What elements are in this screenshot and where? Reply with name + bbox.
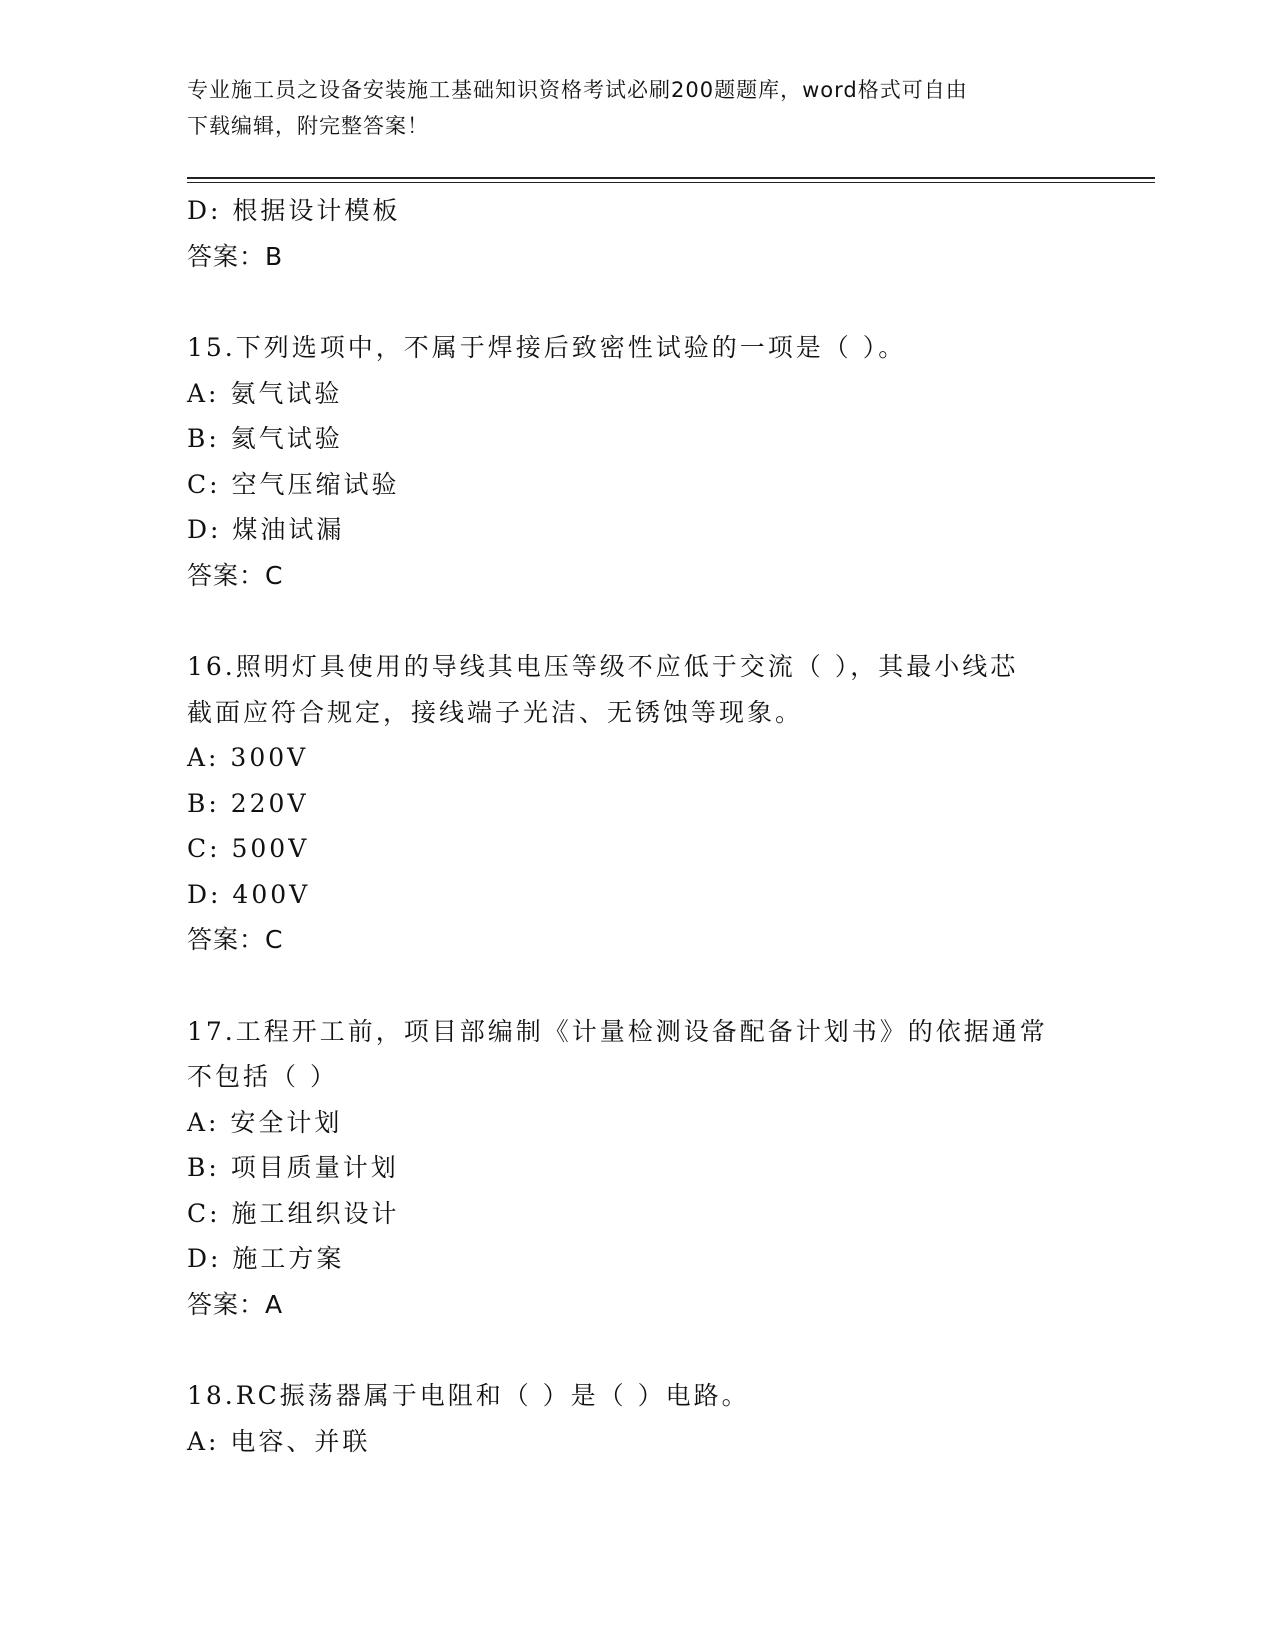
question-text-continued: 不包括（ ） — [187, 1062, 338, 1091]
answer-line: 答案：C — [187, 560, 284, 590]
option-b: B: 项目质量计划 — [187, 1153, 399, 1182]
option-b: B: 220V — [187, 788, 309, 818]
option-a: A: 安全计划 — [187, 1107, 343, 1137]
previous-question-tail — [187, 188, 1067, 279]
spacer — [187, 598, 1067, 644]
option-d: D: 煤油试漏 — [187, 515, 345, 544]
option-c: C: 施工组织设计 — [187, 1198, 400, 1228]
question-text: 16.照明灯具使用的导线其电压等级不应低于交流（ ），其最小线芯 — [187, 652, 1019, 681]
spacer — [187, 1327, 1067, 1373]
question-text: 18.RC振荡器属于电阻和（ ）是（ ）电路。 — [187, 1381, 750, 1410]
question-16 — [187, 644, 1067, 963]
option-a: A: 电容、并联 — [187, 1426, 371, 1456]
answer-line: 答案：C — [187, 925, 284, 954]
document-header — [187, 72, 1067, 144]
answer-line: 答案：A — [187, 1289, 284, 1319]
question-18 — [187, 1373, 1067, 1464]
option-d: D: 施工方案 — [187, 1244, 345, 1273]
spacer — [187, 963, 1067, 1009]
option-d: D: 400V — [187, 879, 311, 909]
question-content — [187, 188, 1067, 1464]
header-divider-thick — [187, 177, 1155, 179]
option-c: C: 空气压缩试验 — [187, 469, 400, 499]
spacer — [187, 279, 1067, 325]
header-line-2: 下载编辑，附完整答案！ — [187, 114, 429, 138]
option-a: A: 氨气试验 — [187, 378, 343, 408]
header-line-1: 专业施工员之设备安装施工基础知识资格考试必刷200题题库，word格式可自由 — [187, 78, 968, 102]
answer-line: 答案：B — [187, 241, 284, 271]
option-a: A: 300V — [187, 743, 309, 772]
option-c: C: 500V — [187, 834, 310, 863]
option-d: D: 根据设计模板 — [187, 196, 401, 225]
question-text-continued: 截面应符合规定，接线端子光洁、无锈蚀等现象。 — [187, 697, 804, 727]
question-17 — [187, 1009, 1067, 1328]
header-divider-thin — [187, 182, 1155, 183]
question-15 — [187, 325, 1067, 598]
question-text: 15.下列选项中，不属于焊接后致密性试验的一项是（ ）。 — [187, 333, 907, 362]
question-text: 17.工程开工前，项目部编制《计量检测设备配备计划书》的依据通常 — [187, 1016, 1048, 1046]
option-b: B: 氦气试验 — [187, 424, 343, 453]
